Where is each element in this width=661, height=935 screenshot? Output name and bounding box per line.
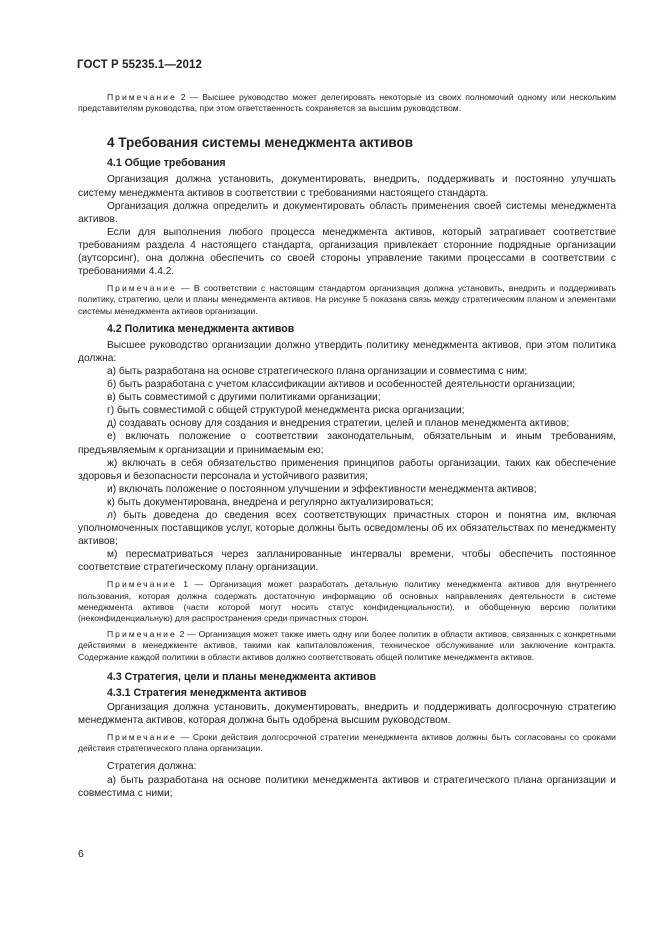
note-4-2-2 [78, 629, 616, 663]
note-text: — В соответствии с настоящим стандартом организация должна установить, внедрить и поддерживать политику, стратегию, цели и планы менеджмента активов. На рисунке 5 показана связь между стратегическим планом и элементами системы менеджмента активов организации. [78, 283, 616, 316]
list-item: м) пересматриваться через запланированные интервалы времени, чтобы обеспечить постоянное соответствие стратегическому плану организации. [78, 549, 616, 574]
page-content [78, 92, 616, 800]
note-4-1 [78, 283, 616, 317]
note-label: Примечание [107, 579, 177, 590]
paragraph: Если для выполнения любого процесса менеджмента активов, который затрагивает соответствие требованиям раздела 4 настоящего стандарта, организация привлекает сторонние подрядные организации (аутсорсинг), она должна обеспечить со своей стороны управление такими процессами в соответствии с требованиями 4.4.2. [78, 226, 616, 278]
list-item: д) создавать основу для создания и внедрения стратегии, целей и планов менеджмента активов; [107, 418, 570, 430]
section-4-3-1-title: 4.3.1 Стратегия менеджмента активов [107, 686, 307, 699]
paragraph: Организация должна установить, документировать, внедрить и поддерживать долгосрочную стратегию менеджмента активов, которая должна быть одобрена высшим руководством. [78, 701, 616, 726]
list-item: а) быть разработана на основе политики менеджмента активов и стратегического плана организации и совместима с ними; [78, 774, 616, 799]
note-top [78, 92, 616, 114]
list-item: ж) включать в себя обязательство применения принципов работы организации, таких как обеспечение здоровья и безопасности персонала и устойчивого развития; [78, 457, 616, 482]
note-text: 2 — Высшее руководство может делегировать некоторые из своих полномочий одному или нескольким представителям руководства, при этом ответственность сохраняется за высшим руководством. [78, 92, 616, 114]
note-4-3-1 [78, 732, 616, 754]
note-text: 1 — Организация может разработать детальную политику менеджмента активов для внутреннего пользования, которая должна содержать достаточную информацию об основных направлениях деятельности в системе менеджмента активов (части которой могут носить статус конфиденциальности), и обобщенную версию политики (неконфиденциальную) для распространения среди причастных сторон. [78, 579, 616, 624]
note-text: — Сроки действия долгосрочной стратегии менеджмента активов должны быть согласованы со сроками действия стратегического плана организации. [78, 732, 616, 754]
list-item: в) быть совместимой с другими политиками организации; [107, 392, 381, 404]
section-4-3-title: 4.3 Стратегия, цели и планы менеджмента активов [107, 670, 377, 683]
document-header: ГОСТ Р 55235.1—2012 [77, 59, 202, 71]
list-item: е) включать положение о соответствии законодательным, обязательным и иным требованиям, предъявляемым к организации и принимаемым ею; [78, 431, 616, 456]
paragraph: Высшее руководство организации должно утвердить политику менеджмента активов, при этом политика должна: [78, 339, 616, 364]
note-label: Примечание [107, 283, 177, 294]
note-label: Примечание [107, 92, 177, 102]
paragraph: Организация должна определить и документировать область применения своей системы менеджмента активов. [78, 200, 616, 225]
note-label: Примечание [107, 732, 177, 743]
list-item: б) быть разработана с учетом классификации активов и особенностей деятельности организации; [107, 379, 576, 391]
paragraph: Стратегия должна: [107, 761, 197, 773]
paragraph: Организация должна установить, документировать, внедрить, поддерживать и постоянно улучшать систему менеджмента активов в соответствии с требованиями настоящего стандарта. [78, 174, 616, 199]
page-number: 6 [78, 848, 84, 860]
list-item: а) быть разработана на основе стратегического плана организации и совместима с ним; [107, 365, 528, 377]
list-item: к) быть документирована, внедрена и регулярно актуализироваться; [107, 496, 434, 508]
note-text: 2 — Организация может также иметь одну или более политик в области активов, связанных с конкретными действиями в менеджменте активов, такими как капиталовложения, техническое обслуживание или заключение контракта. Содержание каждой политики в области активов должно соответствовать общей политике менеджмента активов. [78, 629, 616, 662]
list-item: л) быть доведена до сведения всех соответствующих причастных сторон и понятна им, включая уполномоченных поставщиков услуг, которые должны быть осведомлены об их обязательствах по менеджменту активов; [78, 509, 616, 548]
section-4-1-title: 4.1 Общие требования [107, 157, 226, 170]
note-4-2-1 [78, 579, 616, 624]
section-4-title: 4 Требования системы менеджмента активов [107, 135, 414, 151]
section-4-2-title: 4.2 Политика менеджмента активов [107, 322, 295, 335]
note-label: Примечание [107, 629, 177, 640]
list-item: г) быть совместимой с общей структурой менеджмента риска организации; [107, 405, 465, 417]
list-item: и) включать положение о постоянном улучшении и эффективности менеджмента активов; [107, 483, 537, 495]
